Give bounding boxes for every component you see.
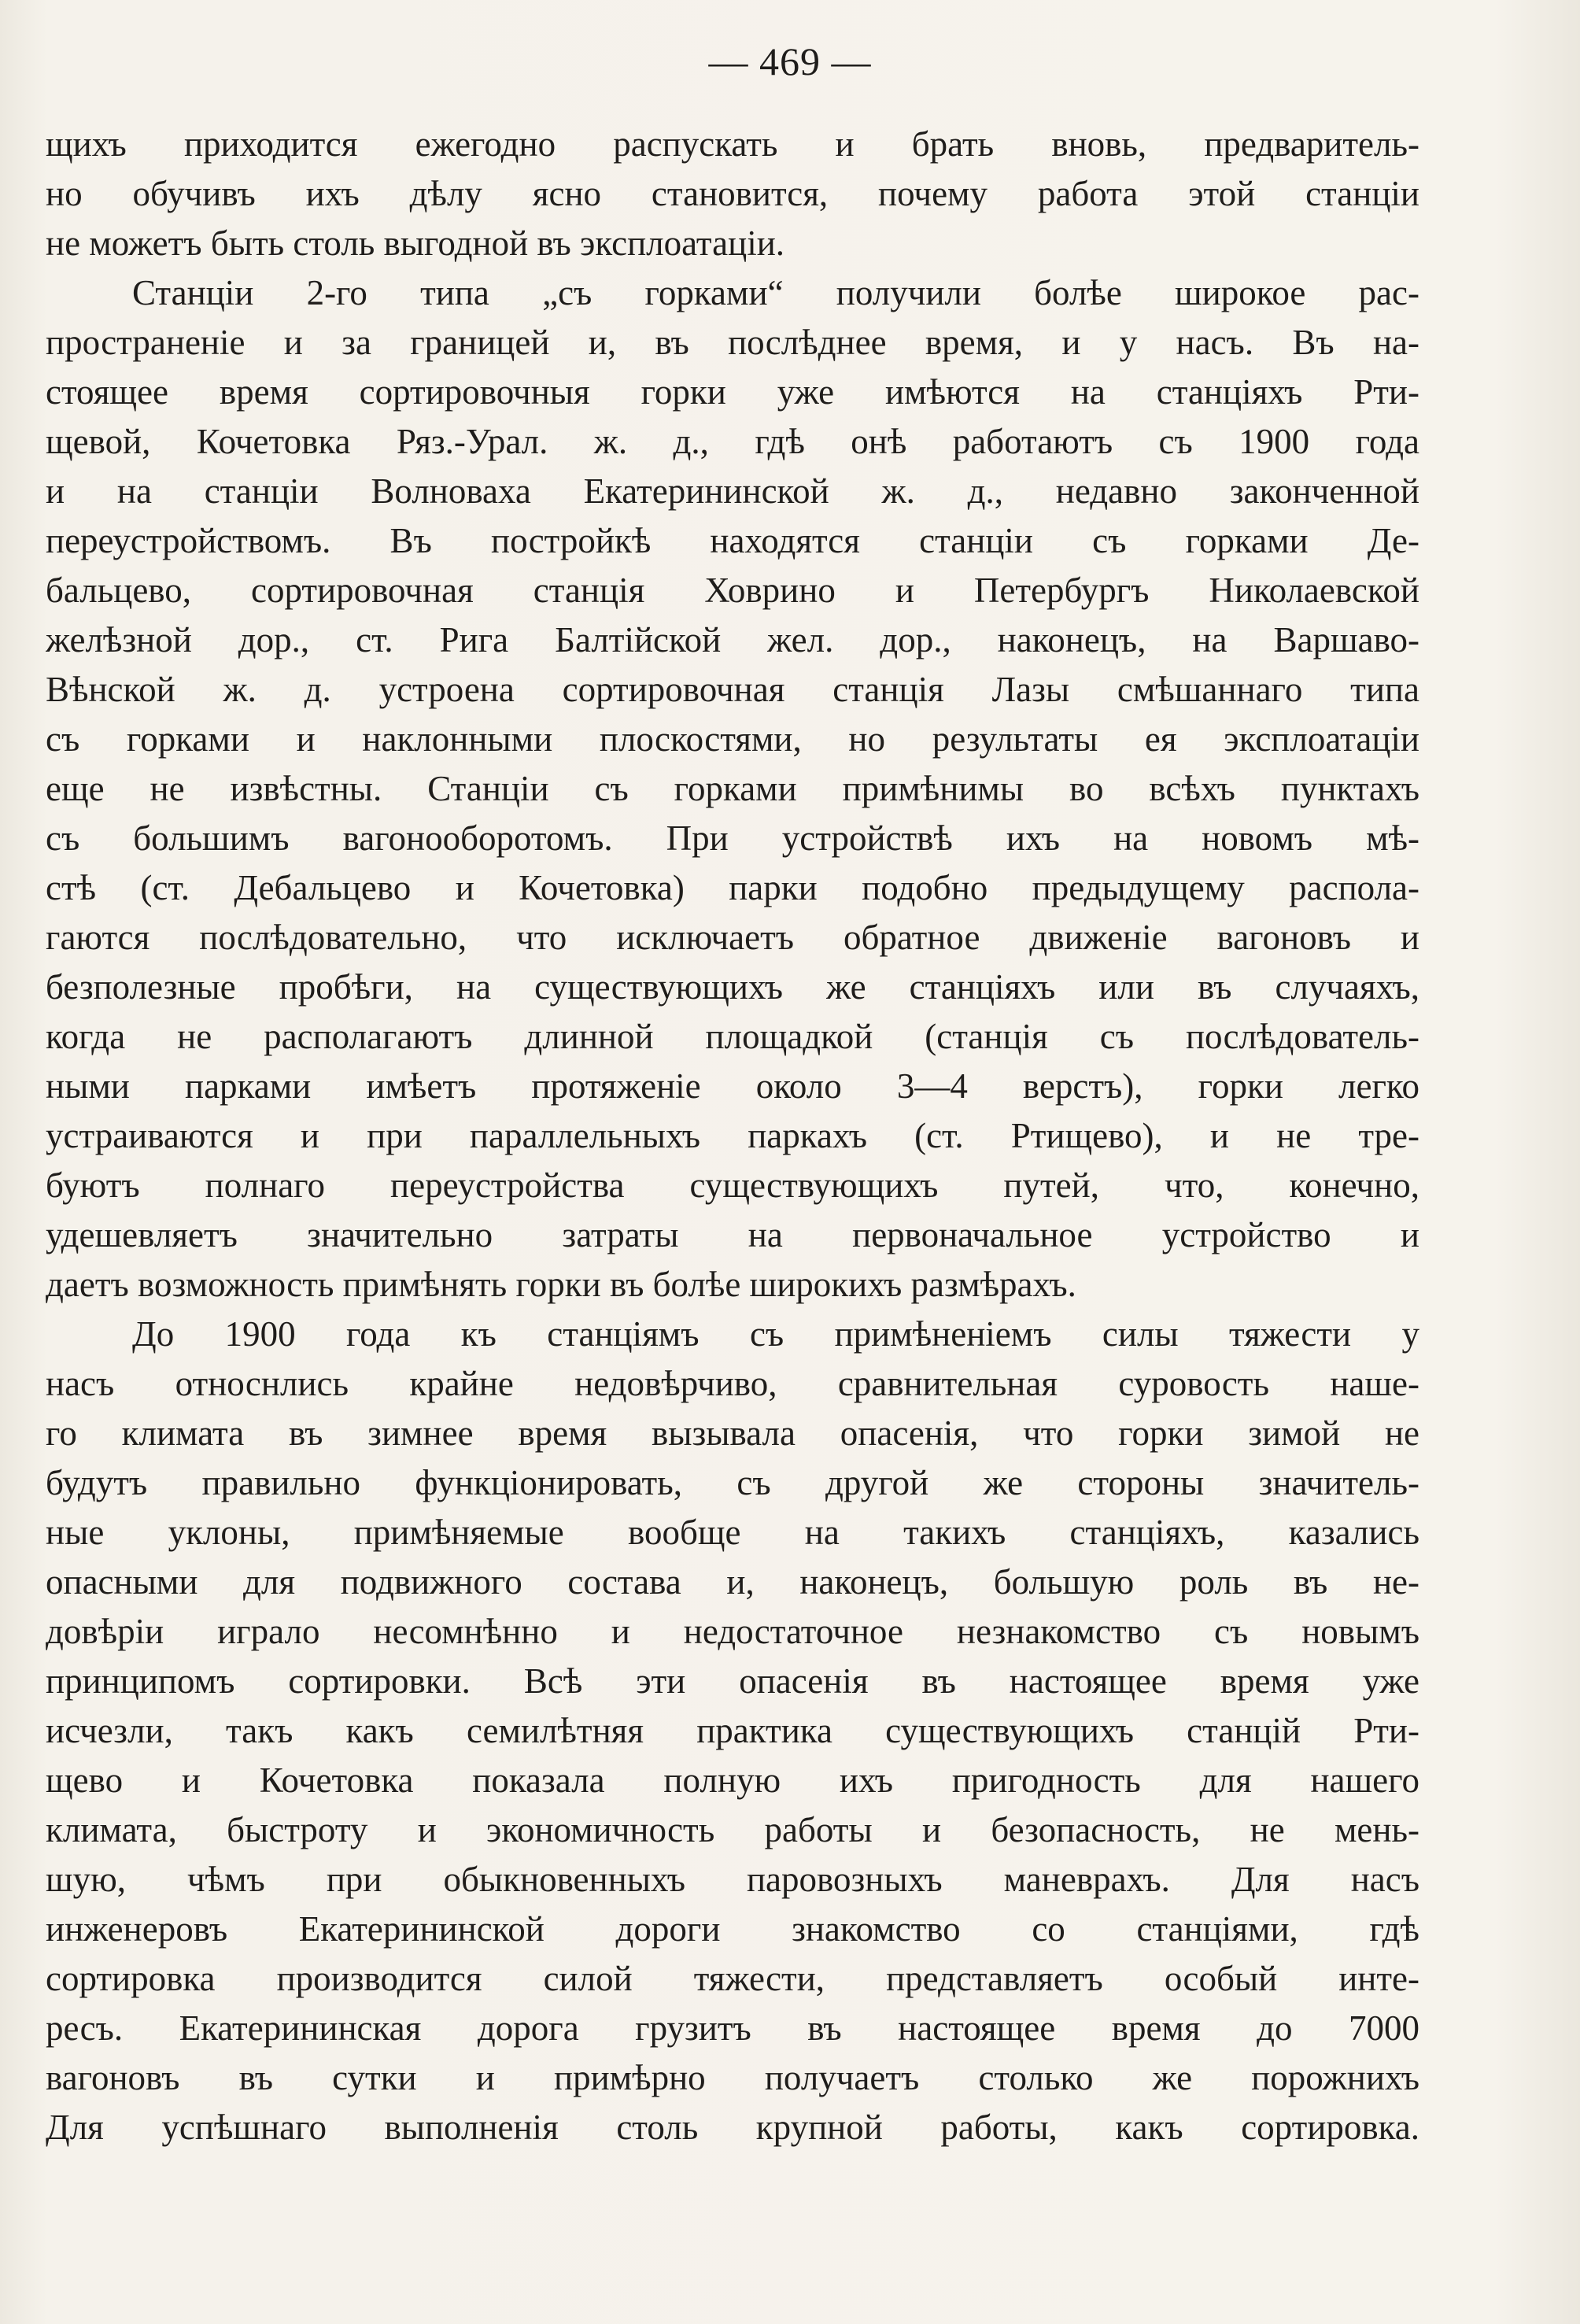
text-line: и на станціи Волноваха Екатерининской ж. д., недавно законченной: [46, 471, 1419, 511]
text-line: будутъ правильно функціонировать, съ другой же стороны значитель-: [46, 1463, 1419, 1502]
text-line: но обучивъ ихъ дѣлу ясно становится, почему работа этой станціи: [46, 174, 1419, 213]
text-line: гаются послѣдовательно, что исключаетъ обратное движеніе вагоновъ и: [46, 918, 1419, 957]
text-line: стоящее время сортировочныя горки уже имѣются на станціяхъ Рти-: [46, 372, 1419, 412]
text-line: ресъ. Екатерининская дорога грузитъ въ настоящее время до 7000: [46, 2008, 1419, 2048]
text-line: удешевляетъ значительно затраты на первоначальное устройство и: [46, 1215, 1419, 1254]
text-line: даетъ возможность примѣнять горки въ болѣе широкихъ размѣрахъ.: [46, 1265, 1076, 1304]
text-line: не можетъ быть столь выгодной въ эксплоатаціи.: [46, 224, 785, 263]
text-line: переустройствомъ. Въ постройкѣ находятся станціи съ горками Де-: [46, 521, 1419, 560]
text-line: бальцево, сортировочная станція Ховрино и Петербургъ Николаевской: [46, 571, 1419, 610]
text-line: исчезли, такъ какъ семилѣтняя практика существующихъ станцій Рти-: [46, 1711, 1419, 1750]
text-line: го климата въ зимнее время вызывала опасенія, что горки зимой не: [46, 1413, 1419, 1453]
text-line: ными парками имѣетъ протяженіе около 3—4 верстъ), горки легко: [46, 1066, 1419, 1106]
text-line: щево и Кочетовка показала полную ихъ пригодность для нашего: [46, 1761, 1419, 1800]
text-line: пространеніе и за границей и, въ послѣднее время, и у насъ. Въ на-: [46, 323, 1419, 362]
text-line: стѣ (ст. Дебальцево и Кочетовка) парки подобно предыдущему распола-: [46, 868, 1419, 907]
text-line: опасными для подвижного состава и, наконецъ, большую роль въ не-: [46, 1562, 1419, 1602]
paragraph-2: [46, 268, 1419, 1310]
text-line: До 1900 года къ станціямъ съ примѣненіемъ силы тяжести у: [132, 1314, 1419, 1354]
paragraph-1: [46, 120, 1419, 268]
text-line: насъ относнлись крайне недовѣрчиво, сравнительная суровость наше-: [46, 1364, 1419, 1403]
text-line: Для успѣшнаго выполненія столь крупной работы, какъ сортировка.: [46, 2108, 1419, 2147]
text-line: климата, быстроту и экономичность работы и безопасность, не мень-: [46, 1810, 1419, 1849]
text-line: Станціи 2-го типа „съ горками“ получили болѣе широкое рас-: [132, 273, 1419, 312]
text-line: безполезные пробѣги, на существующихъ же станціяхъ или въ случаяхъ,: [46, 967, 1419, 1007]
text-line: когда не располагаютъ длинной площадкой (станція съ послѣдователь-: [46, 1017, 1419, 1056]
text-line: еще не извѣстны. Станціи съ горками примѣнимы во всѣхъ пунктахъ: [46, 769, 1419, 808]
text-line: съ горками и наклонными плоскостями, но результаты ея эксплоатаціи: [46, 719, 1419, 759]
text-line: сортировка производится силой тяжести, представляетъ особый инте-: [46, 1959, 1419, 1998]
text-line: съ большимъ вагонооборотомъ. При устройствѣ ихъ на новомъ мѣ-: [46, 818, 1419, 858]
text-line: инженеровъ Екатерининской дороги знакомство со станціями, гдѣ: [46, 1909, 1419, 1949]
body-text: [46, 120, 1419, 2152]
text-line: шую, чѣмъ при обыкновенныхъ паровозныхъ маневрахъ. Для насъ: [46, 1860, 1419, 1899]
text-line: щевой, Кочетовка Ряз.-Урал. ж. д., гдѣ онѣ работаютъ съ 1900 года: [46, 422, 1419, 461]
text-line: довѣріи играло несомнѣнно и недостаточное незнакомство съ новымъ: [46, 1612, 1419, 1651]
text-line: буютъ полнаго переустройства существующихъ путей, что, конечно,: [46, 1166, 1419, 1205]
text-line: принципомъ сортировки. Всѣ эти опасенія въ настоящее время уже: [46, 1661, 1419, 1701]
paragraph-3: [46, 1310, 1419, 2152]
text-line: вагоновъ въ сутки и примѣрно получаетъ столько же порожнихъ: [46, 2058, 1419, 2097]
text-line: Вѣнской ж. д. устроена сортировочная станція Лазы смѣшаннаго типа: [46, 670, 1419, 709]
text-line: желѣзной дор., ст. Рига Балтійской жел. дор., наконецъ, на Варшаво-: [46, 620, 1419, 660]
text-line: устраиваются и при параллельныхъ паркахъ (ст. Ртищево), и не тре-: [46, 1116, 1419, 1155]
text-line: щихъ приходится ежегодно распускать и брать вновь, предваритель-: [46, 124, 1419, 164]
text-line: ные уклоны, примѣняемые вообще на такихъ станціяхъ, казались: [46, 1513, 1419, 1552]
page-number: — 469 —: [708, 39, 872, 83]
